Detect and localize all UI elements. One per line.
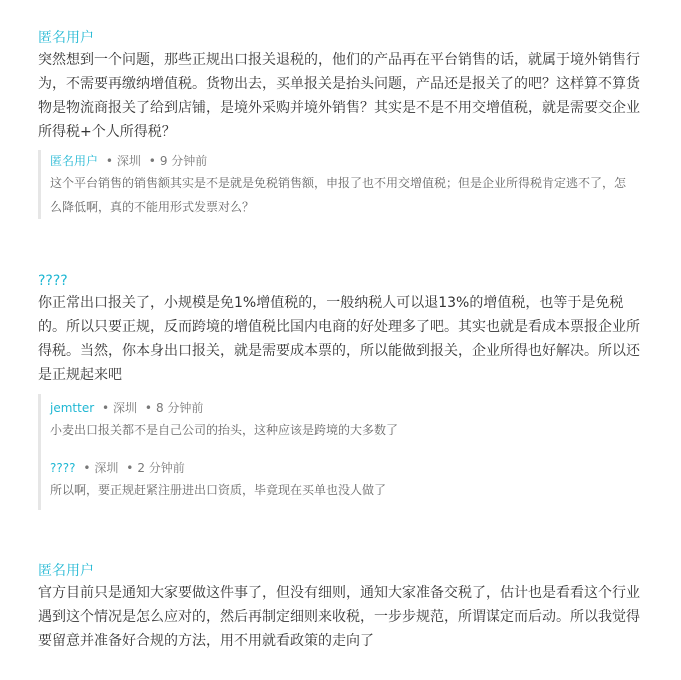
separator-dot: • [83, 461, 91, 475]
reply-time: 8 分钟前 [155, 401, 204, 415]
comment-text: 突然想到一个问题，那些正规出口报关退税的，他们的产品再在平台销售的话，就属于境外销售行为，不需要再缴纳增值税。货物出去，买单报关是抬头问题，产品还是报关了的吧？这样算不算货物是物流商报关了给到店铺，是境外采购并境外销售？其实是不是不用交增值税，就是需要交企业所得税+个人所得税？ [38, 52, 640, 140]
reply-location: 深圳 [116, 154, 141, 168]
reply-text: 这个平台销售的销售额其实是不是就是免税销售额，申报了也不用交增值税；但是企业所得税肯定逃不了，怎么降低啊，真的不能用形式发票对么？ [50, 176, 627, 214]
reply-location: 深圳 [113, 401, 138, 415]
separator-dot: • [148, 154, 156, 168]
reply-thread [38, 150, 631, 219]
reply-thread [38, 394, 631, 510]
reply-meta [50, 401, 631, 415]
separator-dot: • [105, 154, 113, 168]
comment [38, 270, 650, 387]
reply-meta [50, 154, 631, 168]
separator-dot: • [101, 401, 110, 415]
reply-text: 所以啊，要正规赶紧注册进出口资质，毕竟现在买单也没人做了 [50, 483, 387, 497]
reply [41, 401, 631, 442]
separator-dot: • [144, 401, 152, 415]
reply-text: 小麦出口报关都不是自己公司的抬头，这种应该是跨境的大多数了 [50, 423, 399, 437]
comment [38, 27, 650, 144]
reply-author[interactable]: 匿名用户 [50, 154, 99, 168]
separator-dot: • [126, 461, 134, 475]
reply-author[interactable]: ???? [50, 461, 76, 475]
reply-time: 2 分钟前 [137, 461, 185, 475]
comment [38, 560, 650, 653]
comment-author[interactable]: ???? [38, 273, 68, 289]
reply [41, 461, 631, 502]
comment-author[interactable]: 匿名用户 [38, 563, 94, 579]
reply-location: 深圳 [94, 461, 119, 475]
reply [41, 154, 631, 219]
reply-meta [50, 461, 631, 475]
reply-time: 9 分钟前 [159, 154, 208, 168]
comment-text: 你正常出口报关了，小规模是免1%增值税的，一般纳税人可以退13%的增值税，也等于是免税的。所以只要正规，反而跨境的增值税比国内电商的好处理多了吧。其实也就是看成本票报企业所得税。当然，你本身出口报关，就是需要成本票的，所以能做到报关，企业所得也好解决。所以还是正规起来吧 [38, 295, 640, 383]
comment-author[interactable]: 匿名用户 [38, 30, 94, 46]
reply-author[interactable]: jemtter [50, 401, 95, 415]
comment-text: 官方目前只是通知大家要做这件事了，但没有细则，通知大家准备交税了，估计也是看看这个行业遇到这个情况是怎么应对的，然后再制定细则来收税，一步步规范，所谓谋定而后动。所以我觉得要留意并准备好合规的方法，用不用就看政策的走向了 [38, 585, 640, 649]
